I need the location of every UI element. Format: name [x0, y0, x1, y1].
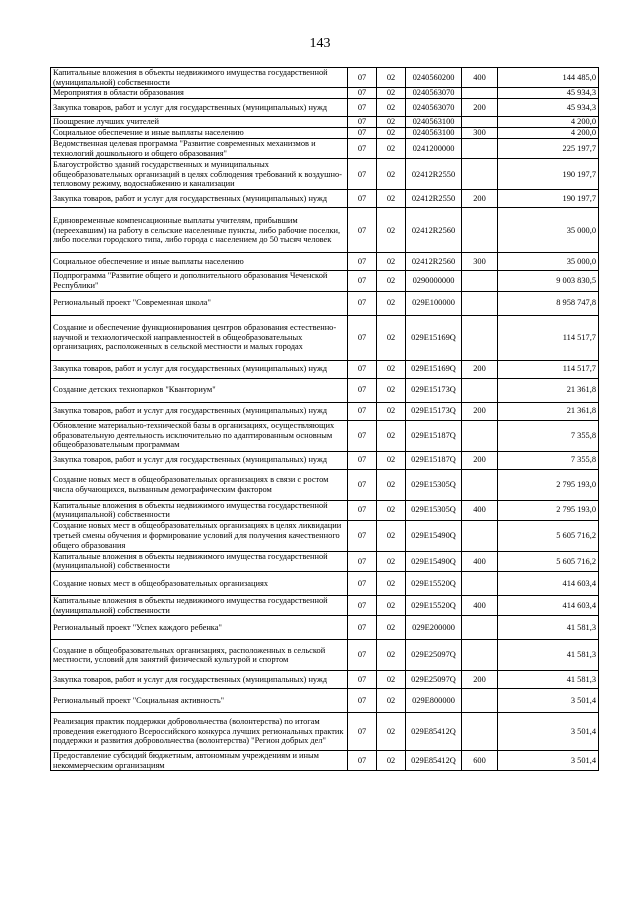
row-target-code: 029E15520Q: [406, 571, 462, 595]
row-expense-type: [462, 713, 498, 751]
table-row: [51, 469, 599, 500]
row-target-code: 029E15305Q: [406, 469, 462, 500]
row-expense-type: 400: [462, 68, 498, 88]
row-expense-type: 200: [462, 671, 498, 689]
table-row: [51, 551, 599, 571]
budget-table: [50, 67, 599, 771]
row-subsection: 02: [377, 469, 406, 500]
row-amount: 414 603,4: [498, 571, 599, 595]
row-expense-type: [462, 208, 498, 253]
row-section: 07: [348, 420, 377, 451]
row-subsection: 02: [377, 713, 406, 751]
row-section: 07: [348, 360, 377, 378]
row-target-code: 029E85412Q: [406, 751, 462, 771]
row-name: Закупка товаров, работ и услуг для государственных (муниципальных) нужд: [51, 190, 348, 208]
row-subsection: 02: [377, 139, 406, 159]
table-row: [51, 595, 599, 615]
row-subsection: 02: [377, 99, 406, 117]
row-name: Региональный проект "Социальная активность": [51, 689, 348, 713]
row-name: Единовременные компенсационные выплаты учителям, прибывшим (переехавшим) на работу в сельские населенные пункты, либо рабочие поселки, либо поселки городского типа, либо города с населением до 50 тысяч человек: [51, 208, 348, 253]
row-name: Благоустройство зданий государственных и муниципальных общеобразовательных организаций в целях соблюдения требований к воздушно-тепловому режиму, водоснабжению и канализации: [51, 159, 348, 190]
row-amount: 3 501,4: [498, 751, 599, 771]
row-amount: 41 581,3: [498, 640, 599, 671]
row-target-code: 029E15173Q: [406, 402, 462, 420]
row-name: Создание в общеобразовательных организациях, расположенных в сельской местности, условий для занятий физической культурой и спортом: [51, 640, 348, 671]
row-subsection: 02: [377, 378, 406, 402]
row-target-code: 0290000000: [406, 271, 462, 291]
row-section: 07: [348, 616, 377, 640]
row-name: Подпрограмма "Развитие общего и дополнительного образования Чеченской Республики": [51, 271, 348, 291]
table-row: [51, 751, 599, 771]
page-number: 143: [309, 36, 331, 51]
row-amount: 35 000,0: [498, 253, 599, 271]
row-amount: 45 934,3: [498, 99, 599, 117]
row-section: 07: [348, 99, 377, 117]
row-target-code: 029E15169Q: [406, 360, 462, 378]
table-row: [51, 520, 599, 551]
row-expense-type: 400: [462, 551, 498, 571]
row-section: 07: [348, 117, 377, 128]
row-name: Капитальные вложения в объекты недвижимого имущества государственной (муниципальной) собственности: [51, 595, 348, 615]
row-section: 07: [348, 469, 377, 500]
row-name: Региональный проект "Современная школа": [51, 291, 348, 315]
row-section: 07: [348, 671, 377, 689]
row-amount: 3 501,4: [498, 713, 599, 751]
row-section: 07: [348, 253, 377, 271]
table-row: [51, 315, 599, 360]
row-amount: 414 603,4: [498, 595, 599, 615]
row-subsection: 02: [377, 402, 406, 420]
row-expense-type: 200: [462, 190, 498, 208]
row-name: Создание новых мест в общеобразовательных организациях в целях ликвидации третьей смены обучения и формирование условий для получения качественного общего образования: [51, 520, 348, 551]
row-section: 07: [348, 640, 377, 671]
row-target-code: 029E15490Q: [406, 551, 462, 571]
row-name: Капитальные вложения в объекты недвижимого имущества государственной (муниципальной) собственности: [51, 68, 348, 88]
row-section: 07: [348, 159, 377, 190]
table-row: [51, 291, 599, 315]
row-target-code: 029E25097Q: [406, 640, 462, 671]
row-subsection: 02: [377, 271, 406, 291]
row-subsection: 02: [377, 68, 406, 88]
table-row: [51, 378, 599, 402]
row-target-code: 02412R2560: [406, 253, 462, 271]
table-row: [51, 671, 599, 689]
row-target-code: 0241200000: [406, 139, 462, 159]
row-expense-type: 400: [462, 500, 498, 520]
row-name: Закупка товаров, работ и услуг для государственных (муниципальных) нужд: [51, 402, 348, 420]
row-target-code: 029E25097Q: [406, 671, 462, 689]
row-expense-type: [462, 159, 498, 190]
row-section: 07: [348, 402, 377, 420]
row-target-code: 029E15520Q: [406, 595, 462, 615]
row-expense-type: [462, 689, 498, 713]
row-subsection: 02: [377, 520, 406, 551]
row-expense-type: [462, 420, 498, 451]
row-expense-type: 200: [462, 402, 498, 420]
row-name: Социальное обеспечение и иные выплаты населению: [51, 253, 348, 271]
row-target-code: 0240563100: [406, 128, 462, 139]
row-subsection: 02: [377, 751, 406, 771]
row-amount: 4 200,0: [498, 128, 599, 139]
row-expense-type: 200: [462, 451, 498, 469]
row-expense-type: [462, 616, 498, 640]
row-section: 07: [348, 88, 377, 99]
budget-table-body: [51, 68, 599, 771]
row-name: Капитальные вложения в объекты недвижимого имущества государственной (муниципальной) собственности: [51, 500, 348, 520]
row-subsection: 02: [377, 689, 406, 713]
row-subsection: 02: [377, 671, 406, 689]
table-row: [51, 713, 599, 751]
row-section: 07: [348, 520, 377, 551]
row-subsection: 02: [377, 159, 406, 190]
table-row: [51, 360, 599, 378]
table-row: [51, 68, 599, 88]
row-target-code: 029E15187Q: [406, 451, 462, 469]
table-row: [51, 571, 599, 595]
row-amount: 114 517,7: [498, 315, 599, 360]
row-section: 07: [348, 451, 377, 469]
row-subsection: 02: [377, 208, 406, 253]
row-name: Капитальные вложения в объекты недвижимого имущества государственной (муниципальной) собственности: [51, 551, 348, 571]
row-amount: 225 197,7: [498, 139, 599, 159]
table-row: [51, 640, 599, 671]
row-expense-type: [462, 571, 498, 595]
row-amount: 35 000,0: [498, 208, 599, 253]
row-target-code: 029E100000: [406, 291, 462, 315]
row-name: Поощрение лучших учителей: [51, 117, 348, 128]
row-target-code: 0240563100: [406, 117, 462, 128]
row-section: 07: [348, 190, 377, 208]
row-amount: 41 581,3: [498, 616, 599, 640]
row-name: Предоставление субсидий бюджетным, автономным учреждениям и иным некоммерческим организациям: [51, 751, 348, 771]
row-name: Мероприятия в области образования: [51, 88, 348, 99]
row-section: 07: [348, 128, 377, 139]
row-target-code: 0240563070: [406, 88, 462, 99]
row-subsection: 02: [377, 88, 406, 99]
row-subsection: 02: [377, 640, 406, 671]
row-target-code: 02412R2550: [406, 190, 462, 208]
row-subsection: 02: [377, 253, 406, 271]
table-row: [51, 159, 599, 190]
row-subsection: 02: [377, 500, 406, 520]
row-target-code: 029E15173Q: [406, 378, 462, 402]
row-amount: 21 361,8: [498, 402, 599, 420]
row-expense-type: [462, 640, 498, 671]
row-expense-type: 200: [462, 99, 498, 117]
row-subsection: 02: [377, 315, 406, 360]
row-target-code: 029E15169Q: [406, 315, 462, 360]
row-name: Создание детских технопарков "Кванториум": [51, 378, 348, 402]
row-target-code: 0240560200: [406, 68, 462, 88]
table-row: [51, 689, 599, 713]
row-amount: 21 361,8: [498, 378, 599, 402]
table-row: [51, 208, 599, 253]
row-section: 07: [348, 713, 377, 751]
row-subsection: 02: [377, 571, 406, 595]
row-name: Создание и обеспечение функционирования центров образования естественно-научной и технологической направленностей в общеобразовательных организациях, расположенных в сельской местности и малых городах: [51, 315, 348, 360]
row-section: 07: [348, 595, 377, 615]
row-section: 07: [348, 500, 377, 520]
row-amount: 7 355,8: [498, 420, 599, 451]
row-amount: 190 197,7: [498, 190, 599, 208]
row-name: Реализация практик поддержки добровольчества (волонтерства) по итогам проведения ежегодного Всероссийского конкурса лучших региональных практик поддержки и развития добровольчества (волонтерства) "Регион добрых дел": [51, 713, 348, 751]
row-name: Социальное обеспечение и иные выплаты населению: [51, 128, 348, 139]
row-target-code: 02412R2560: [406, 208, 462, 253]
row-target-code: 0240563070: [406, 99, 462, 117]
row-amount: 7 355,8: [498, 451, 599, 469]
table-row: [51, 271, 599, 291]
row-expense-type: 600: [462, 751, 498, 771]
row-expense-type: [462, 378, 498, 402]
row-amount: 4 200,0: [498, 117, 599, 128]
row-expense-type: [462, 117, 498, 128]
table-row: [51, 99, 599, 117]
row-subsection: 02: [377, 451, 406, 469]
row-expense-type: [462, 315, 498, 360]
table-row: [51, 128, 599, 139]
row-amount: 5 605 716,2: [498, 551, 599, 571]
table-row: [51, 88, 599, 99]
row-expense-type: [462, 520, 498, 551]
row-amount: 41 581,3: [498, 671, 599, 689]
row-section: 07: [348, 378, 377, 402]
row-expense-type: [462, 469, 498, 500]
row-target-code: 029E15187Q: [406, 420, 462, 451]
row-expense-type: 400: [462, 595, 498, 615]
row-subsection: 02: [377, 360, 406, 378]
row-target-code: 029E15490Q: [406, 520, 462, 551]
row-name: Создание новых мест в общеобразовательных организациях в связи с ростом числа обучающихся, вызванным демографическим фактором: [51, 469, 348, 500]
row-expense-type: [462, 88, 498, 99]
table-row: [51, 117, 599, 128]
row-subsection: 02: [377, 551, 406, 571]
row-expense-type: [462, 139, 498, 159]
row-section: 07: [348, 689, 377, 713]
row-name: Ведомственная целевая программа "Развитие современных механизмов и технологий дошкольного и общего образования": [51, 139, 348, 159]
row-subsection: 02: [377, 616, 406, 640]
row-section: 07: [348, 139, 377, 159]
table-row: [51, 420, 599, 451]
row-name: Региональный проект "Успех каждого ребенка": [51, 616, 348, 640]
row-subsection: 02: [377, 190, 406, 208]
row-name: Закупка товаров, работ и услуг для государственных (муниципальных) нужд: [51, 671, 348, 689]
row-amount: 9 003 830,5: [498, 271, 599, 291]
row-subsection: 02: [377, 420, 406, 451]
row-target-code: 029E200000: [406, 616, 462, 640]
row-expense-type: [462, 291, 498, 315]
row-section: 07: [348, 571, 377, 595]
row-amount: 2 795 193,0: [498, 500, 599, 520]
row-name: Закупка товаров, работ и услуг для государственных (муниципальных) нужд: [51, 99, 348, 117]
row-subsection: 02: [377, 291, 406, 315]
row-section: 07: [348, 751, 377, 771]
table-row: [51, 616, 599, 640]
table-row: [51, 139, 599, 159]
table-row: [51, 402, 599, 420]
row-subsection: 02: [377, 595, 406, 615]
row-amount: 114 517,7: [498, 360, 599, 378]
row-amount: 8 958 747,8: [498, 291, 599, 315]
row-name: Создание новых мест в общеобразовательных организациях: [51, 571, 348, 595]
row-section: 07: [348, 315, 377, 360]
row-target-code: 029E800000: [406, 689, 462, 713]
row-section: 07: [348, 208, 377, 253]
row-name: Обновление материально-технической базы в организациях, осуществляющих образовательную деятельность исключительно по адаптированным основным общеобразовательным программам: [51, 420, 348, 451]
row-target-code: 02412R2550: [406, 159, 462, 190]
row-section: 07: [348, 291, 377, 315]
table-row: [51, 451, 599, 469]
row-amount: 190 197,7: [498, 159, 599, 190]
row-section: 07: [348, 271, 377, 291]
row-expense-type: 300: [462, 253, 498, 271]
row-section: 07: [348, 68, 377, 88]
row-name: Закупка товаров, работ и услуг для государственных (муниципальных) нужд: [51, 451, 348, 469]
table-row: [51, 190, 599, 208]
row-amount: 3 501,4: [498, 689, 599, 713]
row-amount: 45 934,3: [498, 88, 599, 99]
row-subsection: 02: [377, 117, 406, 128]
row-expense-type: 300: [462, 128, 498, 139]
row-amount: 2 795 193,0: [498, 469, 599, 500]
row-expense-type: [462, 271, 498, 291]
row-name: Закупка товаров, работ и услуг для государственных (муниципальных) нужд: [51, 360, 348, 378]
row-amount: 5 605 716,2: [498, 520, 599, 551]
row-amount: 144 485,0: [498, 68, 599, 88]
row-section: 07: [348, 551, 377, 571]
table-row: [51, 253, 599, 271]
row-target-code: 029E15305Q: [406, 500, 462, 520]
row-target-code: 029E85412Q: [406, 713, 462, 751]
row-subsection: 02: [377, 128, 406, 139]
table-row: [51, 500, 599, 520]
row-expense-type: 200: [462, 360, 498, 378]
